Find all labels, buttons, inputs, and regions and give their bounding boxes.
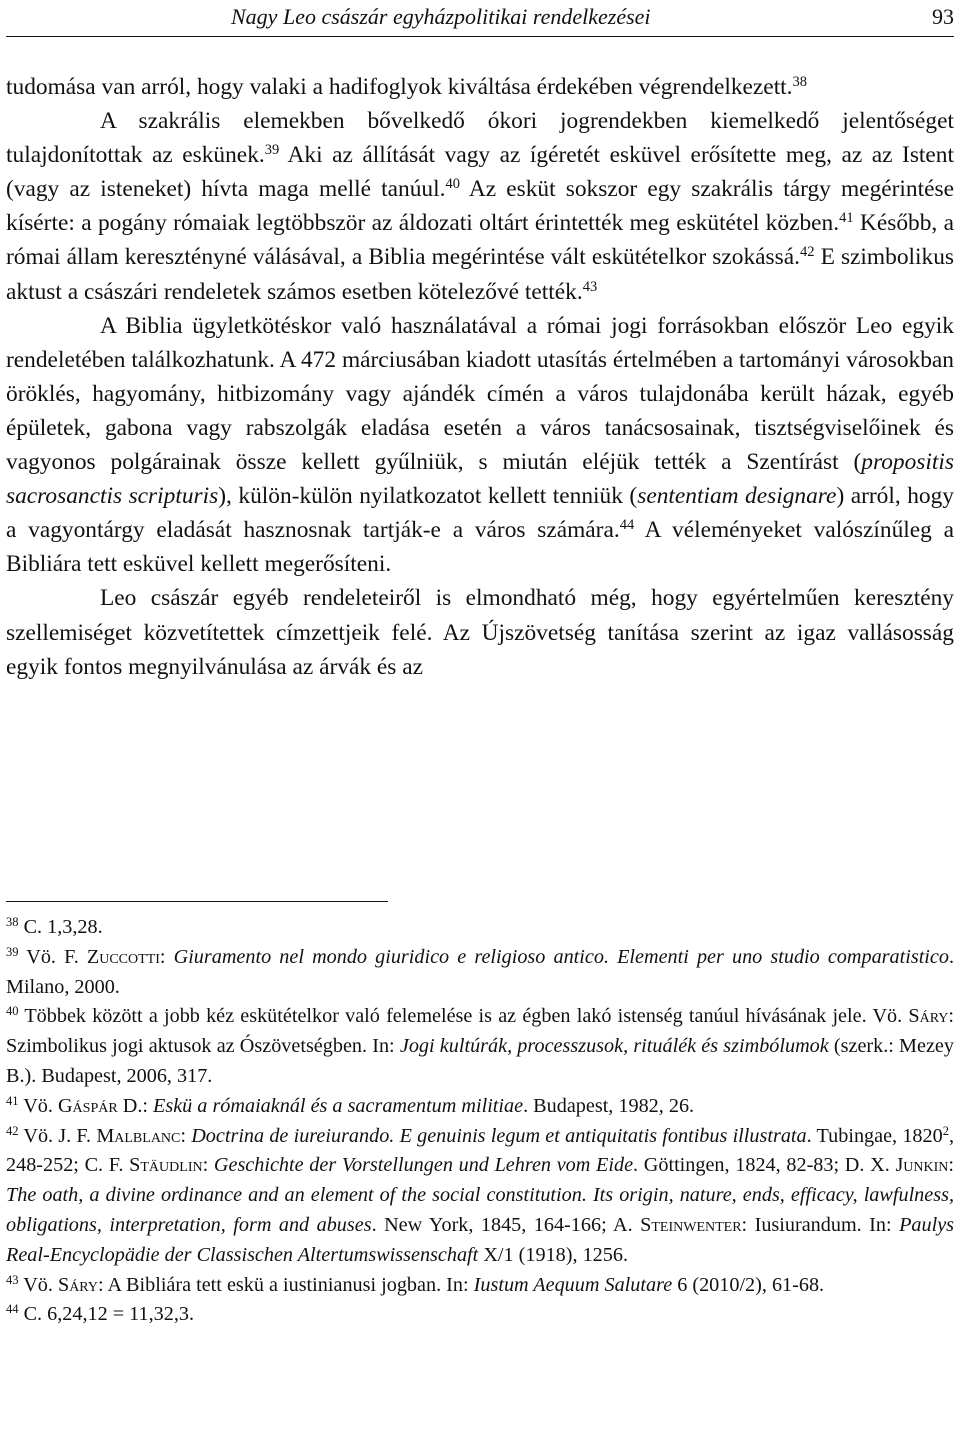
running-title: Nagy Leo császár egyházpolitikai rendelkezései [231, 4, 651, 29]
footnote-38: $^{38}$ C. 1,3,28. [6, 915, 103, 938]
paragraph-1: tudomása van arról, hogy valaki a hadifoglyok kiváltása érdekében végrendelkezett.$^{38}$ [6, 74, 808, 100]
paragraph-3: A Biblia ügyletkötéskor való használatával a római jogi forrásokban először Leo egyik rendeletében találkozhatunk. A 472 márciusában kiadott utasítás értelmében a tartományi városokban öröklés, hagyomány, hitbizomány vagy ajándék címén a város tulajdonába került házak, egyéb épületek, gabona vagy rabszolgák eladása esetén a város tanácsosainak, tisztségviselőinek és vagyonos polgárainak össze kellett gyűlniük, s miután eléjük tették a Szentírást (propositis sacrosanctis scripturis), külön-külön nyilatkozatot kellett tenniük (sententiam designare) arról, hogy a vagyontárgy eladását hasznosnak tartják-e a város számára.$^{44}$ A véleményeket valószínűleg a Bibliára tett esküvel kellett megerősíteni. [6, 312, 954, 578]
footnote-41: $^{41}$ Vö. Gáspár D.: Eskü a rómaiaknál és a sacramentum militiae. Budapest, 1982, 26. [6, 1093, 695, 1117]
footnote-ref-38[interactable]: 38 [792, 74, 808, 91]
footnote-44: $^{44}$ C. 6,24,12 = 11,32,3. [6, 1302, 195, 1326]
footnote-43: $^{43}$ Vö. Sáry: A Bibliára tett eskü a iustinianusi jogban. In: Iustum Aequum Salutare 6 (2010/2), 61-68. [6, 1272, 825, 1296]
paragraph-2: A szakrális elemekben bővelkedő ókori jogrendekben kiemelkedő jelentőséget tulajdonítottak az eskünek.$^{39}$ Aki az állítását vagy az ígéretét esküvel erősítette meg, az az Istent (vagy az isteneket) hívta maga mellé tanúul.$^{40}$ Az esküt sokszor egy szakrális tárgy megérintése kísérte: a pogány rómaiak legtöbbször az áldozati oltárt érintették meg eskütétel közben.$^{41}$ Később, a római állam keresztényné válásával, a Biblia megérintése vált eskütételkor szokássá.$^{42}$ E szimbolikus aktust a császári rendeletek számos esetben kötelezővé tették.$^{43}$ [6, 108, 955, 305]
footnotes [6, 913, 954, 1330]
footnote-ref-39[interactable]: 39 [264, 142, 280, 159]
footnote-40: $^{40}$ Többek között a jobb kéz eskütételkor való felemelése is az égben lakó istenség tanúul hívásának jele. Vö. Sáry: Szimbolikus jogi aktusok az Ószövetségben. In: Jogi kultúrák, processzusok, rituálék és szimbólumok (szerk.: Mezey B.). Budapest, 2006, 317. [6, 1004, 954, 1087]
paragraph-4: Leo császár egyéb rendeleteiről is elmondható még, hogy egyértelműen keresztény szellemiséget közvetítettek címzettjeik felé. Az Újszövetség tanítása szerint az igaz vallásosság egyik fontos megnyilvánulása az árvák és az [6, 585, 954, 680]
footnote-ref-42[interactable]: 42 [799, 244, 815, 261]
body-text [6, 70, 954, 684]
footnote-ref-43[interactable]: 43 [582, 278, 598, 295]
footnote-ref-40[interactable]: 40 [445, 176, 460, 193]
footnote-42: $^{42}$ Vö. J. F. Malblanc: Doctrina de iureiurando. E genuinis legum et antiquitatis fontibus illustrata. Tubingae, 1820$^2$, 248-252; C. F. Stäudlin: Geschichte der Vorstellungen und Lehren vom Eide. Göttingen, 1824, 82-83; D. X. Junkin: The oath, a divine ordinance and an element of the social constitution. Its origin, nature, ends, efficacy, lawfulness, obligations, interpretation, form and abuses. New York, 1845, 164-166; A. Steinwenter: Iusiurandum. In: Paulys Real-Encyclopädie der Classischen Altertumswissenschaft X/1 (1918), 1256. [6, 1123, 955, 1266]
footnote-39: $^{39}$ Vö. F. Zuccotti: Giuramento nel mondo giuridico e religioso antico. Elementi per uno studio comparatistico. Milano, 2000. [6, 944, 955, 998]
page-number: 93 [932, 4, 954, 29]
running-header [6, 2, 954, 32]
footnote-ref-41[interactable]: 41 [839, 210, 854, 227]
footnote-ref-44[interactable]: 44 [619, 517, 635, 534]
footnote-rule [6, 901, 388, 902]
header-rule [6, 36, 954, 37]
